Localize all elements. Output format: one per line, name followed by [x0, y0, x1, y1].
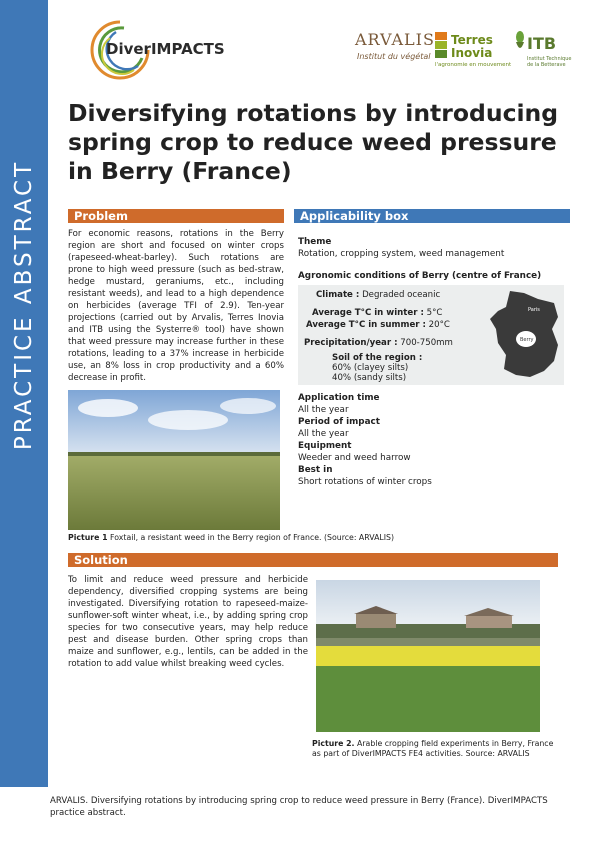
diverimpacts-logo	[80, 14, 230, 80]
climate-value: Degraded oceanic	[362, 290, 441, 300]
best-in-value: Short rotations of winter crops	[298, 477, 432, 487]
arvalis-logo: ARVALIS	[355, 30, 435, 49]
footer-citation: ARVALIS. Diversifying rotations by introducing spring crop to reduce weed pressure in Berry (France). DiverIMPACTS practice abstract.	[50, 796, 548, 818]
picture-2-label: Picture 2.	[312, 739, 355, 748]
conditions-panel	[298, 285, 564, 385]
equipment-value: Weeder and weed harrow	[298, 453, 411, 463]
summer-temp-value: 20°C	[428, 320, 450, 330]
france-map-icon	[488, 289, 562, 381]
summer-temp-label: Average T°C in summer :	[306, 320, 426, 330]
picture-1-label: Picture 1	[68, 533, 108, 542]
diverimpacts-logo-text: DiverIMPACTS	[106, 40, 225, 58]
theme-label: Theme	[298, 237, 332, 247]
foxtail-field-photo-icon	[68, 390, 280, 530]
arvalis-logo-subtitle: Institut du végétal	[357, 52, 431, 61]
partner-logos	[355, 28, 575, 74]
theme-value: Rotation, cropping system, weed management	[298, 249, 505, 259]
soil-value-1: 60% (clayey silts)	[332, 363, 409, 373]
page-title: Diversifying rotations by introducing spring crop to reduce weed pressure in Berry (France)	[68, 99, 559, 185]
itb-logo-subtitle: Institut Technique de la Betterave	[527, 56, 572, 68]
applicability-heading: Applicability box	[294, 209, 570, 223]
itb-leaf-icon	[513, 30, 527, 52]
winter-temp-row	[312, 308, 442, 319]
application-time-label: Application time	[298, 393, 380, 403]
summer-temp-row	[306, 320, 450, 331]
picture-1-foxtail-photo	[68, 390, 280, 530]
precipitation-value: 700-750mm	[400, 338, 453, 348]
soil-label: Soil of the region :	[332, 353, 423, 363]
terres-inovia-logo-subtitle: l'agronomie en mouvement	[435, 62, 512, 68]
winter-temp-label: Average T°C in winter :	[312, 308, 424, 318]
climate-label: Climate :	[316, 290, 360, 300]
picture-2-caption-text: Arable cropping field experiments in Berry, France as part of DiverIMPACTS FE4 activities. Source: ARVALIS	[312, 739, 554, 758]
problem-text: For economic reasons, rotations in the Berry region are short and focused on winter crops (rapeseed-wheat-barley). Such rotations are prone to high weed pressure (such as bed-straw, hedge mustard, geraniums, etc., including resistant weeds), and lead to a high dependence on herbicides (average TFI of 2.9). Ten-year projections (carried out by Arvalis, Terres Inovia and ITB using the Systerre® tool) have shown that weed pressure may increase further in these rotations, leading to a 37% increase in herbicide use, an 8% loss in crop productivity and a 60% decrease in profit.	[68, 229, 284, 383]
climate-row	[316, 290, 440, 301]
itb-logo: ITB	[527, 34, 557, 53]
application-time-value: All the year	[298, 405, 349, 415]
cropping-field-photo-icon	[316, 580, 540, 732]
terres-inovia-logo: Terres Inovia	[451, 33, 493, 60]
map-berry-label: Berry	[520, 337, 534, 343]
theme-section	[298, 236, 568, 260]
application-time-section	[298, 392, 568, 488]
picture-1-caption	[68, 533, 568, 543]
precipitation-label: Precipitation/year :	[304, 338, 398, 348]
sidebar-label: PRACTICE ABSTRACT	[11, 159, 37, 451]
precipitation-row	[304, 338, 453, 349]
solution-heading: Solution	[68, 553, 558, 567]
picture-2-caption	[312, 739, 556, 759]
picture-1-caption-text: Foxtail, a resistant weed in the Berry region of France. (Source: ARVALIS)	[110, 533, 395, 542]
soil-value-2: 40% (sandy silts)	[332, 373, 407, 383]
terres-inovia-mark-icon	[435, 32, 447, 58]
solution-text: To limit and reduce weed pressure and herbicide dependency, diversified cropping systems are being investigated. Diversifying rotation to rapeseed-maize-sunflower-soft winter wheat, i.e., by adding spring crop species for two consecutive years, may help reduce pest and disease burden. Other spring crops than maize and sunflower, e.g., lentils, can be added in the rotation to add value whilst breaking weed cycles.	[68, 575, 308, 669]
sidebar-band	[0, 0, 48, 787]
picture-2-field-photo	[316, 580, 540, 732]
winter-temp-value: 5°C	[426, 308, 443, 318]
agronomic-conditions-label: Agronomic conditions of Berry (centre of France)	[298, 271, 542, 281]
best-in-label: Best in	[298, 465, 333, 475]
equipment-label: Equipment	[298, 441, 352, 451]
period-impact-label: Period of impact	[298, 417, 380, 427]
period-impact-value: All the year	[298, 429, 349, 439]
problem-heading: Problem	[68, 209, 284, 223]
map-paris-label: Paris	[528, 307, 540, 313]
